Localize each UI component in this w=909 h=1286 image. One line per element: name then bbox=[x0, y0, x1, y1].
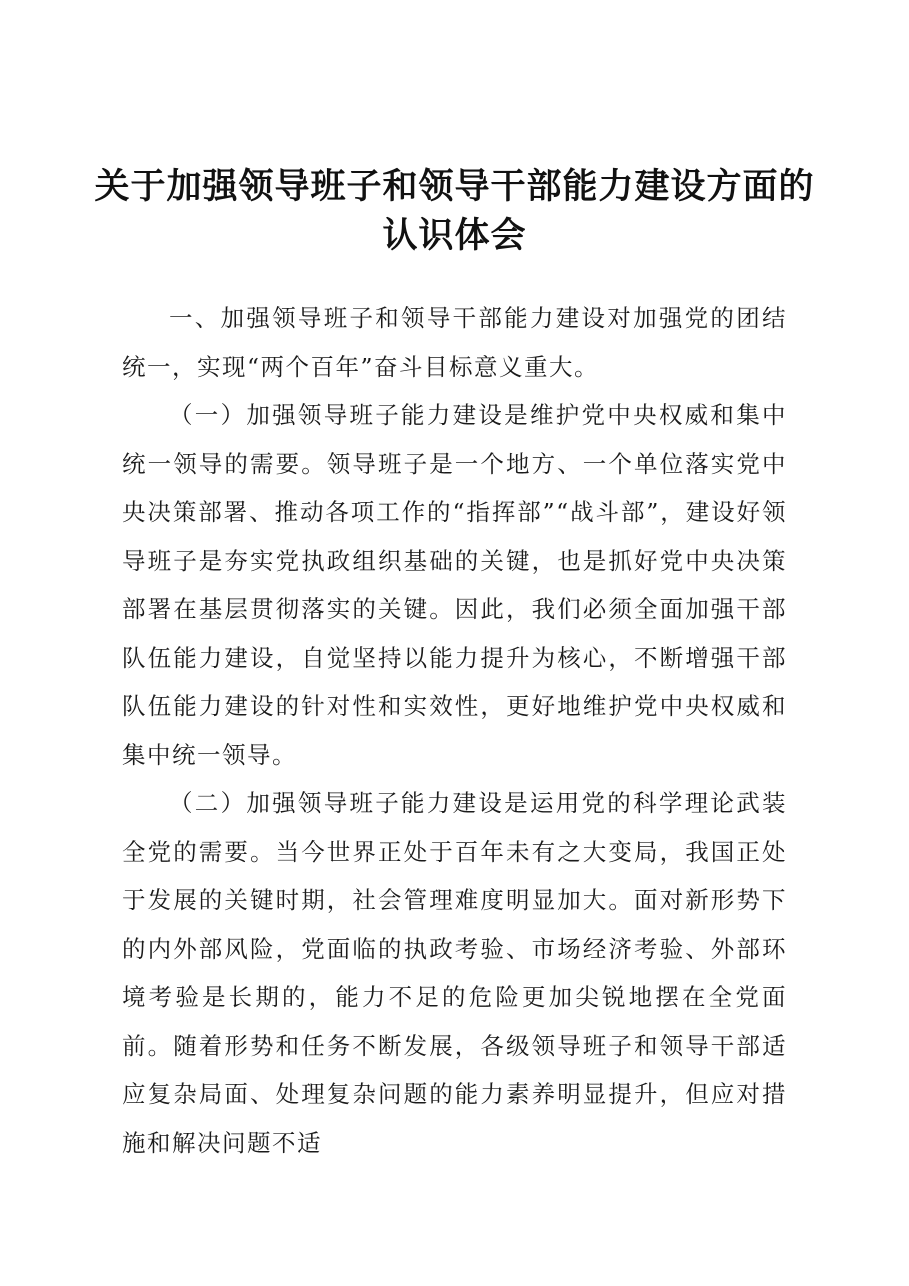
paragraph-section-one: 一、加强领导班子和领导干部能力建设对加强党的团结统一，实现“两个百年”奋斗目标意义重大。 bbox=[122, 304, 787, 381]
document-title-line-1: 关于加强领导班子和领导干部能力建设方面的 bbox=[94, 166, 815, 207]
paragraph-subsection-one: （一）加强领导班子能力建设是维护党中央权威和集中统一领导的需要。领导班子是一个地方、一个单位落实党中央决策部署、推动各项工作的“指挥部”“战斗部”，建设好领导班子是夯实党执政组织基础的关键，也是抓好党中央决策部署在基层贯彻落实的关键。因此，我们必须全面加强干部队伍能力建设，自觉坚持以能力提升为核心，不断增强干部队伍能力建设的针对性和实效性，更好地维护党中央权威和集中统一领导。 bbox=[122, 401, 787, 769]
document-body bbox=[122, 294, 787, 1167]
paragraph-subsection-two: （二）加强领导班子能力建设是运用党的科学理论武装全党的需要。当今世界正处于百年未有之大变局，我国正处于发展的关键时期，社会管理难度明显加大。面对新形势下的内外部风险，党面临的执政考验、市场经济考验、外部环境考验是长期的，能力不足的危险更加尖锐地摆在全党面前。随着形势和任务不断发展，各级领导班子和领导干部适应复杂局面、处理复杂问题的能力素养明显提升，但应对措施和解决问题不适 bbox=[122, 789, 787, 1157]
document-title-line-2: 认识体会 bbox=[382, 215, 527, 256]
